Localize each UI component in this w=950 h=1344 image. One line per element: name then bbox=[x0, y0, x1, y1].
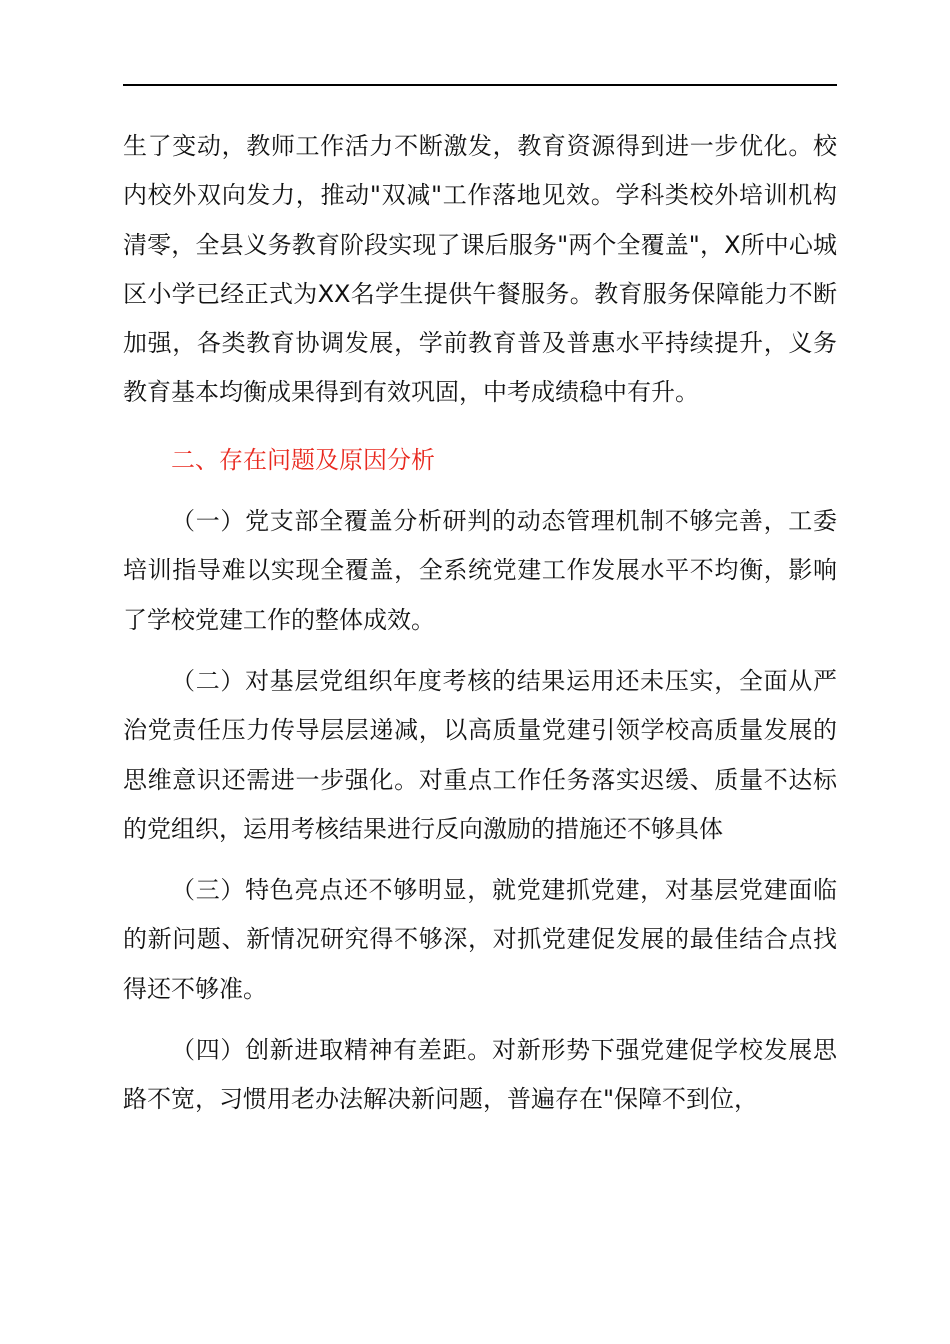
document-body bbox=[123, 122, 837, 1125]
header-rule bbox=[123, 84, 837, 86]
item-paragraph-2: （二）对基层党组织年度考核的结果运用还未压实，全面从严治党责任压力传导层层递减，以高质量党建引领学校高质量发展的思维意识还需进一步强化。对重点工作任务落实迟缓、质量不达标的党组织，运用考核结果进行反向激励的措施还不够具体 bbox=[123, 666, 837, 843]
item-paragraph-1: （一）党支部全覆盖分析研判的动态管理机制不够完善，工委培训指导难以实现全覆盖，全系统党建工作发展水平不均衡，影响了学校党建工作的整体成效。 bbox=[123, 507, 837, 634]
item-paragraph-3: （三）特色亮点还不够明显，就党建抓党建，对基层党建面临的新问题、新情况研究得不够深，对抓党建促发展的最佳结合点找得还不够准。 bbox=[123, 876, 837, 1003]
intro-paragraph: 生了变动，教师工作活力不断激发，教育资源得到进一步优化。校内校外双向发力，推动"双减"工作落地见效。学科类校外培训机构清零，全县义务教育阶段实现了课后服务"两个全覆盖"，X所中心城区小学已经正式为XX名学生提供午餐服务。教育服务保障能力不断加强，各类教育协调发展，学前教育普及普惠水平持续提升，义务教育基本均衡成果得到有效巩固，中考成绩稳中有升。 bbox=[123, 132, 837, 407]
item-paragraph-4: （四）创新进取精神有差距。对新形势下强党建促学校发展思路不宽，习惯用老办法解决新问题，普遍存在"保障不到位， bbox=[123, 1036, 837, 1114]
section-heading: 二、存在问题及原因分析 bbox=[171, 445, 435, 474]
